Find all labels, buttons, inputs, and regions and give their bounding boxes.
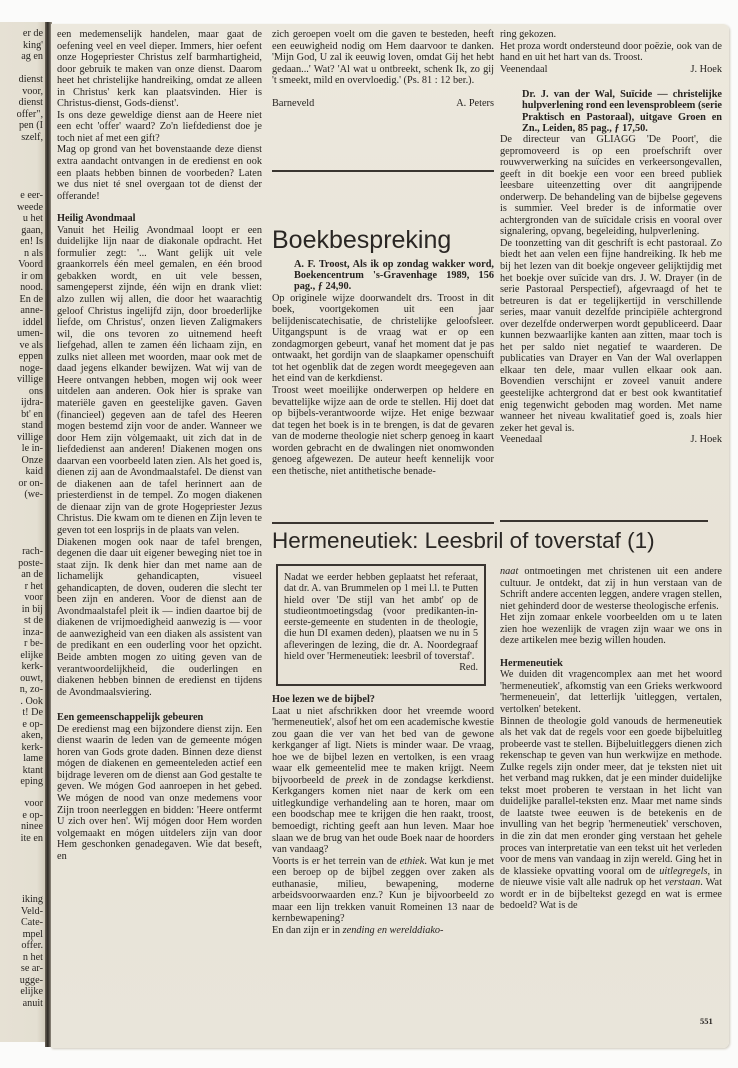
place: Barneveld [272, 97, 315, 109]
review-troost [272, 259, 494, 477]
fragment-line: anuit [22, 997, 43, 1009]
paragraph [272, 925, 494, 937]
fragment-line: ijdra- [20, 397, 43, 408]
subheading: Een gemeenschappelijk gebeuren [57, 712, 204, 724]
paragraph: We duiden dit vragencomplex aan met het woord 'hermeneutiek', afkomstig van een Grieks werkwoord 'hermeneuein', dat letterlijk 'uitleggen, vertalen, vertolken' betekent. [500, 669, 722, 716]
paragraph: Mag op grond van het bovenstaande deze dienst extra aandacht ontvangen in de eredienst en ook een plaats hebben binnen de voorbeden? Laten we dus niet té snel overgaan tot de dienst der offerande! [57, 144, 262, 202]
fragment-line: voor [24, 798, 43, 809]
signature [500, 434, 722, 446]
fragment-line: king' [23, 39, 43, 51]
paragraph [500, 566, 722, 612]
article-diakonie-col1 [57, 29, 262, 862]
fragment-line: er de [22, 28, 43, 39]
fragment-line: dienst [18, 74, 43, 85]
text: Laat u niet afschrikken door het vreemde woord 'hermeneutiek', alsof het om een academische kwestie zou gaan die ver van het bed van de gewone kerkganger af ligt. Niets is minder waar. De vraag, hoe we de bijbel lezen en vertolken, is een vraag waar elk gemeentelid mee te maken krijgt. Neem bijvoorbeeld de [272, 705, 494, 786]
page-number: 551 [700, 1016, 713, 1026]
paragraph: De toonzetting van dit geschrift is echt pastoraal. Zo biedt het aan velen een fijne handreiking. Ik heb me bij het lezen van dit boekje ongeveer gelijktijdig met het boekje over suïcide van drs. J. W. Drayer (in de serie Pastoraal Perspectief), afgevraagd of het te betreuren is dat er tegelijkertijd in verschillende series, maar vanuit dezelfde principiële achtergrond over dezelfde onderwerpen wordt gepubliceerd. Daar kunnen bezwaarlijke kanten aan zitten, maar toch is het per saldo niet negatief te waarderen. De publicaties van Drayer en Van der Wal overlappen elkaar ten dele, maar vullen elkaar ook aan. Bovendien verschijnt er zoveel vanuit andere geestelijke achtergrond dat er best ook kwantitatief enig tegenwicht geboden mag worden. Met name wanneer het niveau kwalitatief goed is, zoals hier zeker het geval is. [500, 237, 722, 434]
fragment-line: Veld- [20, 905, 43, 917]
fragment-line [17, 63, 43, 75]
fragment-line: e op- [22, 809, 43, 821]
text: . Wat wordt er in de bijbeltekst gezegd en wat is ermee bedoeld? Wat is de [500, 877, 722, 912]
fragment-line: mpel [22, 928, 43, 940]
book-citation: Dr. J. van der Wal, Suïcide — christelijke hulpverlening rond een levensprobleem (serie Praktisch en Pastoraal), uitgave Groen en Zn., Leiden, 85 pag., ƒ 17,50. [522, 89, 722, 134]
fragment-line: r be- [24, 638, 43, 649]
fragment-line: ninee [20, 821, 43, 832]
text: En dan zijn er in [272, 924, 343, 936]
editor-signature: Red. [459, 662, 478, 674]
divider [272, 522, 494, 524]
fragment-line: eping [20, 776, 43, 787]
paragraph: een medemenselijk handelen, maar gaat de oefening veel en veel dieper. Immers, hier oefent onze Hogepriester Christus zelf barmhartigheid, door gebruik te maken van onze dienst. Daarom heet het christelijke handreiking, omdat ze alleen in Christus' kerk kan plaatsvinden. Hier is Christus-dienst, Gods-dienst'. [57, 29, 262, 110]
fragment-line: en! Is [20, 236, 43, 247]
emphasis: ethiek [399, 855, 425, 867]
emphasis: naat [500, 566, 519, 577]
fragment-line: n, zo- [19, 684, 43, 695]
fragment-line: dienst [18, 97, 43, 108]
fragment-line: ons [28, 385, 43, 397]
fragment-line: an de [21, 569, 43, 580]
previous-page-edge [0, 22, 46, 1042]
fragment-line: ir om [21, 270, 43, 282]
fragment-line: or on- [18, 477, 43, 489]
fragment-line: Cate- [20, 917, 43, 928]
intro-text: Nadat we eerder hebben geplaatst het referaat, dat dr. A. van Brummelen op 1 mei l.l. te Putten hield over 'De stijl van het ambt' op de studieontmoetingsdag (voor predikanten-in-eerste-gemeente en studenten in de theologie, die hun DI examen deden), plaatsen we nu in 5 afleveringen de lezing, die dr. A. Noordegraaf hield over 'Hermeneutiek: leesbril of toverstaf'. [284, 572, 478, 663]
fragment-line: lame [23, 753, 43, 764]
fragment-line: r het [24, 580, 43, 592]
fragment-line: offer", [16, 108, 43, 120]
fragment-line: ve als [19, 339, 43, 351]
fragment-line: stand [21, 420, 43, 431]
fragment-line: n als [24, 247, 43, 259]
text: Voorts is er het terrein van de [272, 855, 400, 867]
fragment-line: villige [16, 374, 43, 385]
book-citation: A. F. Troost, Als ik op zondag wakker word, Boekencentrum 's-Gravenhage 1989, 156 pag., ƒ 24,90. [294, 259, 494, 293]
hermeneutiek-col3 [500, 566, 722, 912]
paragraph: ring gekozen. [500, 29, 557, 40]
author: A. Peters [456, 97, 494, 109]
fragment-line: En de [19, 293, 43, 305]
fragment-line: t! De [22, 707, 43, 718]
fragment-line: bt' en [21, 408, 43, 420]
paragraph: Troost weet moeilijke onderwerpen op heldere en bevattelijke wijze aan de orde te stellen. Hij doet dat op bijbels-verantwoorde wijze. Het enige bezwaar dat tegen het boek is in te brengen, is dat de gevaren van de moderne theologie niet scherp genoeg in kaart worden gebracht en de dwalingen niet onomwonden genoeg afgewezen. De auteur heeft kennelijk voor een thetische, niet antithetische benade- [272, 384, 494, 477]
paragraph: zich geroepen voelt om die gaven te besteden, heeft een eeuwigheid nodig om Hem daarvoor te danken. 'Mijn God, U zal ik eeuwig loven, omdat Gij het hebt gedaan...' Wat? 'Al wat u ontbreekt, schenk Ik, zo gij 't smeekt, mild en overvloedig.' (Ps. 81 : 12 ber.). [272, 29, 494, 87]
subheading: Heilig Avondmaal [57, 213, 136, 225]
fragment-line: ktant [22, 764, 43, 776]
emphasis: uitlegregels [659, 865, 708, 877]
paragraph: De directeur van GLIAGG 'De Poort', die gepromoveerd is op een proefschrift over rouwverwerking na suïcides en verkeersongevallen, geeft in dit boekje een voor een breed publiek leesbare uiteenzetting over dit aangrijpende onderwerp. De behandeling van de bijbelse gegevens is summier. Veel breder is de informatie over achtergronden van de suïcidale crisis en vooral over signalering, opvang, begeleiding, hulpverlening. [500, 134, 722, 238]
fragment-line: n het [22, 951, 43, 963]
fragment-line: aken, [21, 730, 43, 741]
fragment-line: e eer- [20, 190, 43, 201]
fragment-line: in bij [21, 603, 43, 615]
fragment-line: voor [24, 592, 43, 603]
fragment-line: Onze [21, 454, 43, 466]
author: J. Hoek [690, 434, 722, 446]
divider [272, 170, 494, 172]
fragment-line: . Ook [20, 695, 43, 707]
text: ontmoetingen met christenen uit een andere cultuur. Je ontdekt, dat zij in hun verstaan van de Schrift andere accenten leggen, andere vragen stellen, niet gehinderd door de westerse theologische erfenis. [500, 566, 722, 612]
fragment-line: weede [16, 201, 43, 213]
signature [500, 64, 722, 76]
emphasis: preek [345, 774, 369, 786]
article-diakonie-end [272, 29, 494, 109]
fragment-line: elijke [20, 649, 43, 661]
fragment-line: iddel [22, 316, 43, 328]
fragment-line: Voord [18, 259, 43, 270]
text: in de zondagse kerkdienst. Kerkgangers komen niet naar de kerk om een uitlegkundige verhandeling aan te horen, maar om een boodschap mee te krijgen die hen raakt, troost, bemoedigt, richting geeft aan hun leven. Maar hoe slaan we de brug van het oude Boek naar de hoorders van vandaag? [272, 774, 494, 856]
fragment-line: pen (I [18, 120, 43, 131]
divider [500, 520, 708, 522]
paragraph: De eredienst mag een bijzondere dienst zijn. Een dienst waarin de leden van de gemeente mógen horen van Gods grote daden. Binnen deze dienst mógen de diakenen en gemeenteleden actief een bijdrage leveren om de dienst aan God gestalte te geven. We mógen God aanroepen in het gebed. We mógen de nood van onze medemens voor Zijn troon neerleggen en bidden: 'Heere ontfermt U zich over hen'. Wij mógen door Hem worden volgemaakt en mógen uitdelers zijn van door Hem geschonken genadegaven. Wie dat beseft, en [57, 723, 262, 862]
fragment-line: villige [16, 431, 43, 443]
paragraph [272, 706, 494, 856]
paragraph: Vanuit het Heilig Avondmaal loopt er een duidelijke lijn naar de diakonale opdracht. Het formulier zegt: '... Want gelijk uit vele graankorrels één meel gemalen, en één brood gebakken wordt, en uit vele bessen, samengeperst zijnde, één wijn en drank vliet: alzo zullen wij allen, die door het waarachtig geloof Christus ingelijfd zijn, door broederlijke liefde, om Christus', onzen lieven Zaligmakers wil, die ons tevoren zo uitnemend heeft liefgehad, allen te zamen één lichaam zijn, en zulks niet alleen met woorden, maar ook met de daad jegens elkander bewijzen. Wat wij van de Heere ontvangen hebben, mogen wij ook weer uitdelen aan anderen. Ook hier is sprake van materiële gaven en geestelijke gaven. Gaven (financieel) gegeven aan de tafel des Heeren mogen bestemd zijn voor de ander. Wanneer we door Hem zijn vòlgemaakt, uit zich dat in de liefdedienst aan anderen! Diakenen mogen ons daarvan een voorbeeld laten zien. Als het goed is, dienen zij aan de Avondmaalstafel. De dienst van de diakenen aan de tafel herinnert aan de priesterdienst in de tempel. Zo mogen diakenen de dienaar zijn van de grote Hogepriester Jezus Christus. Die kwam om te dienen en Zijn leven te geven tot een losprijs in de plaats van velen. [57, 224, 262, 536]
fragment-line: le in- [21, 443, 43, 454]
fragment-line: st de [24, 615, 43, 626]
fragment-line: umen- [16, 328, 43, 339]
fragment-line: ite en [20, 832, 43, 844]
fragment-line: ouwt, [20, 672, 43, 684]
author: J. Hoek [690, 63, 722, 75]
paragraph [500, 716, 722, 912]
paragraph: Het zijn zomaar enkele voorbeelden om u te laten zien hoe wezenlijk de vragen zijn waar we ons in deze artikelen mee bezig willen houden. [500, 612, 722, 647]
paragraph: Het proza wordt ondersteund door poëzie, ook van de hand en uit het hart van ds. Troost. [500, 40, 722, 64]
paragraph: Op originele wijze doorwandelt drs. Troost in dit boek, voortgekomen uit een jaar belijdeniscatechisatie, de christelijke geloofsleer. Uitgangspunt is de vraag wat er op een zondagmorgen gebeurt, vanaf het moment dat je pas ontwaakt, het gordijn van de slaapkamer openschuift tot het ogenblik dat de zegen wordt meegegeven aan het eind van de kerkdienst. [272, 292, 494, 385]
fragment-line: voor, [22, 85, 43, 97]
fragment-line: u het [22, 213, 43, 224]
fragment-line: kaid [25, 466, 43, 477]
section-title: Boekbespreking [272, 226, 452, 254]
fragment-line: szelf, [21, 131, 43, 143]
paragraph: Is ons deze geweldige dienst aan de Heere niet een echt 'offer' waard? Zo'n liefdedienst doe je toch niet af met een gift? [57, 109, 262, 144]
fragment-line: ag en [21, 51, 43, 62]
emphasis: zending en werelddiako- [342, 924, 444, 936]
intro-box [276, 564, 486, 686]
paragraph [272, 856, 494, 925]
emphasis: verstaan [664, 877, 701, 889]
fragment-line: kerk- [21, 661, 43, 672]
fragment-line: anne- [20, 305, 43, 316]
fragment-line: inza- [22, 626, 43, 638]
fragment-line: e op- [22, 718, 43, 730]
fragment-line: ugge- [19, 974, 43, 986]
fragment-line: noge- [19, 362, 43, 374]
paragraph: Diakenen mogen ook naar de tafel brengen, degenen die daar uit eigener beweging niet toe in staat zijn. Ik denk hier dan met name aan de lichamelijk gehandicapten, visueel gehandicapten, de doven, ouderen die slecht ter been zijn en anderen. Voor de dienst aan de Avondmaalstafel pleit ik — indien daartoe bij de diakenen de vrijmoedigheid aanwezig is — voor de aanwezigheid van een diaken als assistent van de predikant en een ouderling voor het opzicht. Beide ambten mogen zo uiting geven van de verantwoordelijkheid, die ouderlingen en diakenen hebben binnen de eredienst en tijdens de Avondmaalsviering. [57, 536, 262, 698]
fragment-line: iking [22, 894, 43, 905]
fragment-line: kerk- [21, 741, 43, 753]
subheading: Hoe lezen we de bijbel? [272, 694, 375, 705]
subheading: Hermeneutiek [500, 657, 563, 669]
text: . Wat kun je met een beroep op de bijbel zeggen over zaken als euthanasie, milieu, bewapening, moderne arbeidsvoorwaarden enz.? Kun je bijvoorbeeld zo maar een lijn trekken vanuit Romeinen 13 naar de kernbewapening? [272, 855, 495, 925]
fragment-block [18, 546, 43, 788]
fragment-block [17, 28, 43, 143]
fragment-line: nood. [20, 282, 43, 293]
place: Veenedaal [500, 434, 543, 446]
place: Veenendaal [500, 63, 548, 75]
fragment-line: poste- [18, 557, 43, 569]
fragment-block [21, 798, 43, 844]
fragment-line: rach- [22, 546, 43, 557]
fragment-block [17, 190, 43, 501]
text: , in de nieuwe visie valt alle nadruk op het [500, 865, 722, 889]
fragment-line: offer. [21, 940, 43, 951]
fragment-line: eppen [18, 351, 43, 362]
text: Binnen de theologie gold vanouds de hermeneutiek als het vak dat de regels voor een goede bijbeluitleg probeerde vast te stellen. Bijbeluitleggers dienen zich rekenschap te geven van hun werkwijze en methode. Zulke regels zijn onder meer, dat je teksten niet uit het verband mag rukken, dat je een minder duidelijke tekst moet proberen te verstaan in het licht van duidelijke parallel-teksten enz. Maar met name sinds de laatste twee eeuwen is de betekenis en de invulling van het begrip 'hermeneutiek' verschoven, in die zin dat men eronder ging verstaan het gehele proces van interpretatie van een tekst uit het verleden voor de mens van vandaag in zijn wereld. Ging het in de klassieke opvatting vooral om de [500, 715, 722, 877]
fragment-block [20, 894, 43, 1009]
fragment-line: (we- [24, 489, 43, 500]
fragment-line: elijke [20, 986, 43, 997]
hermeneutiek-col2 [272, 694, 494, 936]
signature [272, 98, 494, 110]
fragment-line: gaan, [21, 224, 43, 236]
review-vanderwal [500, 29, 722, 446]
fragment-line: se ar- [20, 963, 43, 974]
article-title: Hermeneutiek: Leesbril of toverstaf (1) [272, 528, 655, 553]
